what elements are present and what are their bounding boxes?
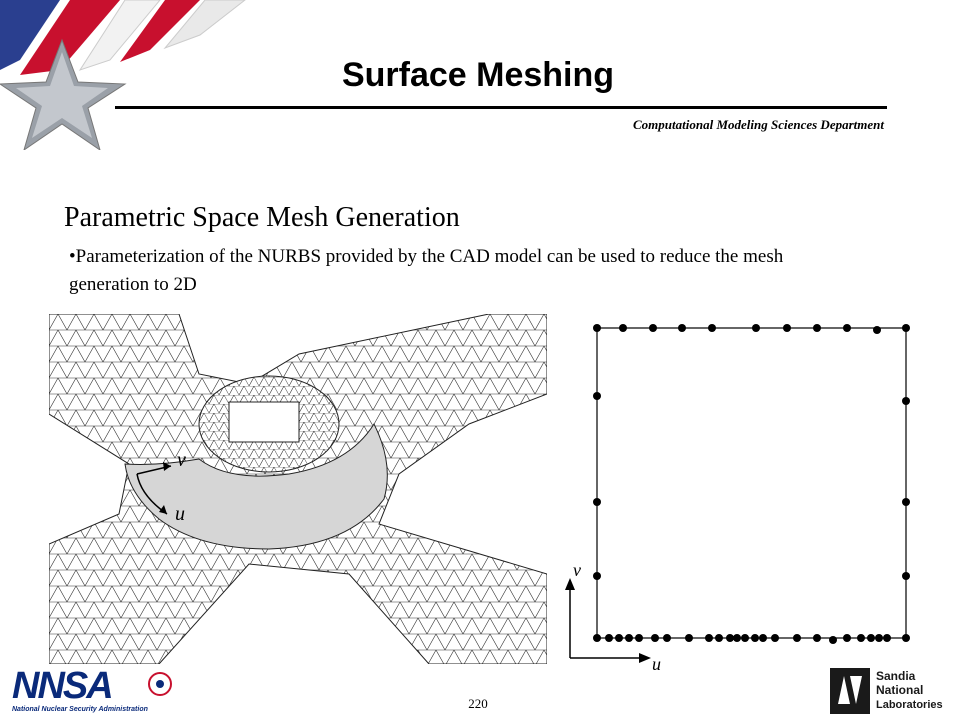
page-number: 220: [468, 696, 488, 711]
boundary-nodes: [593, 324, 910, 644]
svg-text:National Nuclear Security Admi: National Nuclear Security Administration: [12, 706, 148, 713]
section-heading: Parametric Space Mesh Generation: [64, 202, 460, 233]
slide-title: Surface Meshing: [341, 56, 615, 94]
svg-text:Laboratories: Laboratories: [876, 699, 943, 711]
parametric-boundary: [597, 328, 906, 638]
param-u-label: u: [652, 654, 661, 674]
bullet-text: •Parameterization of the NURBS provided by the CAD model can be used to reduce the mesh generation to 2D: [69, 246, 784, 295]
param-v-label: v: [573, 560, 581, 580]
parametric-space-diagram: [555, 314, 925, 674]
title-divider: [115, 106, 887, 109]
mesh-v-label: v: [177, 449, 186, 471]
svg-text:National: National: [876, 683, 924, 697]
department-name: Computational Modeling Sciences Department: [633, 117, 884, 132]
mesh-u-label: u: [175, 503, 185, 525]
surface-mesh-image: [49, 314, 547, 664]
svg-text:NNSA: NNSA: [12, 665, 112, 707]
svg-text:Sandia: Sandia: [876, 669, 916, 683]
